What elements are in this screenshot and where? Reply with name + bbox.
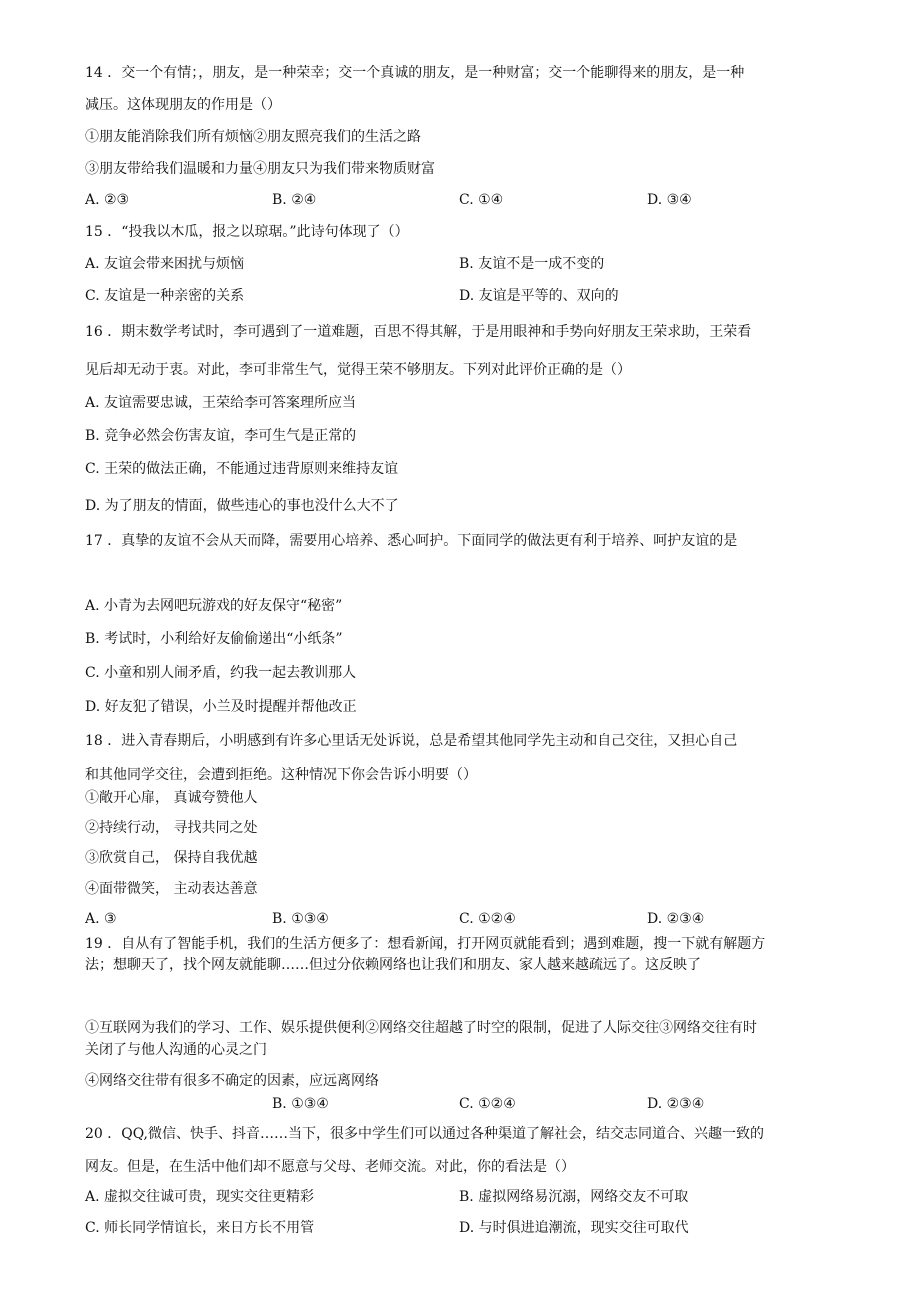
- q19-statement-3: ④网络交往带有很多不确定的因素，应远离网络: [85, 1073, 379, 1089]
- q14-stem-line1: 14 ．交一个有情；，朋友，是一种荣幸；交一个真诚的朋友，是一种财富；交一个能聊得来的朋友，是一种: [85, 65, 745, 81]
- q18-statement-3: ③欣赏自己， 保持自我优越: [85, 850, 258, 866]
- q15-stem-line1: 15 ．“投我以木瓜，报之以琼琚。”此诗句体现了（）: [85, 224, 409, 240]
- q14-statement-2: ③朋友带给我们温暖和力量④朋友只为我们带来物质财富: [85, 161, 435, 177]
- q18-option-d: D. ②③④: [647, 911, 705, 927]
- q17-option-b: B. 考试时，小利给好友偷偷递出“小纸条”: [85, 631, 343, 647]
- q19-statement-1: ①互联网为我们的学习、工作、娱乐提供便利②网络交往超越了时空的限制，促进了人际交往③网络交往有时: [85, 1020, 757, 1036]
- q19-option-d: D. ②③④: [647, 1096, 705, 1112]
- q18-stem-line2: 和其他同学交往，会遭到拒绝。这种情况下你会告诉小明要（）: [85, 767, 477, 783]
- q17-option-a: A. 小青为去网吧玩游戏的好友保守“秘密”: [85, 598, 343, 614]
- q15-option-c: C. 友谊是一种亲密的关系: [85, 288, 245, 304]
- q16-option-c: C. 王荣的做法正确，不能通过违背原则来维持友谊: [85, 461, 399, 477]
- q14-option-a: A. ②③: [85, 192, 130, 208]
- q17-option-d: D. 好友犯了错误，小兰及时提醒并帮他改正: [85, 699, 357, 715]
- q14-stem-line2: 减压。这体现朋友的作用是（）: [85, 97, 281, 113]
- q14-option-b: B. ②④: [272, 192, 317, 208]
- q15-option-d: D. 友谊是平等的、双向的: [459, 288, 619, 304]
- q16-stem-line2: 见后却无动于衷。对此，李可非常生气，觉得王荣不够朋友。下列对此评价正确的是（）: [85, 362, 631, 378]
- q18-option-c: C. ①②④: [459, 911, 516, 927]
- q19-stem-line2: 法；想聊天了，找个网友就能聊……但过分依赖网络也让我们和朋友、家人越来越疏远了。这反映了: [85, 957, 701, 973]
- q14-option-c: C. ①④: [459, 192, 504, 208]
- q17-option-c: C. 小童和别人闹矛盾，约我一起去教训那人: [85, 665, 357, 681]
- q20-option-c: C. 师长同学情谊长，来日方长不用管: [85, 1220, 315, 1236]
- q19-option-c: C. ①②④: [459, 1096, 516, 1112]
- q19-option-b: B. ①③④: [272, 1096, 329, 1112]
- q15-option-b: B. 友谊不是一成不变的: [459, 256, 605, 272]
- q17-stem-line1: 17 ．真挚的友谊不会从天而降，需要用心培养、悉心呵护。下面同学的做法更有利于培养、呵护友谊的是: [85, 533, 738, 549]
- q20-option-a: A. 虚拟交往诚可贵，现实交往更精彩: [85, 1189, 315, 1205]
- q20-stem-line1: 20 ．QQ,微信、快手、抖音……当下，很多中学生们可以通过各种渠道了解社会，结交志同道合、兴趣一致的: [85, 1126, 764, 1142]
- q18-statement-1: ①敞开心扉， 真诚夸赞他人: [85, 790, 258, 806]
- q20-option-b: B. 虚拟网络易沉溺，网络交友不可取: [459, 1189, 689, 1205]
- q19-statement-2: 关闭了与他人沟通的心灵之门: [85, 1042, 267, 1058]
- q18-stem-line1: 18 ．进入青春期后，小明感到有许多心里话无处诉说，总是希望其他同学先主动和自己交往，又担心自己: [85, 733, 738, 749]
- q20-option-d: D. 与时俱进追潮流，现实交往可取代: [459, 1220, 689, 1236]
- q18-statement-2: ②持续行动， 寻找共同之处: [85, 820, 258, 836]
- q16-option-d: D. 为了朋友的情面，做些违心的事也没什么大不了: [85, 498, 399, 514]
- q14-option-d: D. ③④: [647, 192, 692, 208]
- q14-statement-1: ①朋友能消除我们所有烦恼②朋友照亮我们的生活之路: [85, 129, 421, 145]
- q16-stem-line1: 16 ．期末数学考试时，李可遇到了一道难题，百思不得其解，于是用眼神和手势向好朋友王荣求助，王荣看: [85, 324, 752, 340]
- q18-option-a: A. ③: [85, 911, 117, 927]
- q16-option-b: B. 竞争必然会伤害友谊，李可生气是正常的: [85, 428, 357, 444]
- q20-stem-line2: 网友。但是，在生活中他们却不愿意与父母、老师交流。对此，你的看法是（）: [85, 1159, 575, 1175]
- q18-option-b: B. ①③④: [272, 911, 329, 927]
- q15-option-a: A. 友谊会带来困扰与烦恼: [85, 256, 245, 272]
- q19-stem-line1: 19 ．自从有了智能手机，我们的生活方便多了：想看新闻，打开网页就能看到；遇到难题，搜一下就有解题方: [85, 936, 766, 952]
- q16-option-a: A. 友谊需要忠诚，王荣给李可答案理所应当: [85, 395, 357, 411]
- q18-statement-4: ④面带微笑， 主动表达善意: [85, 881, 258, 897]
